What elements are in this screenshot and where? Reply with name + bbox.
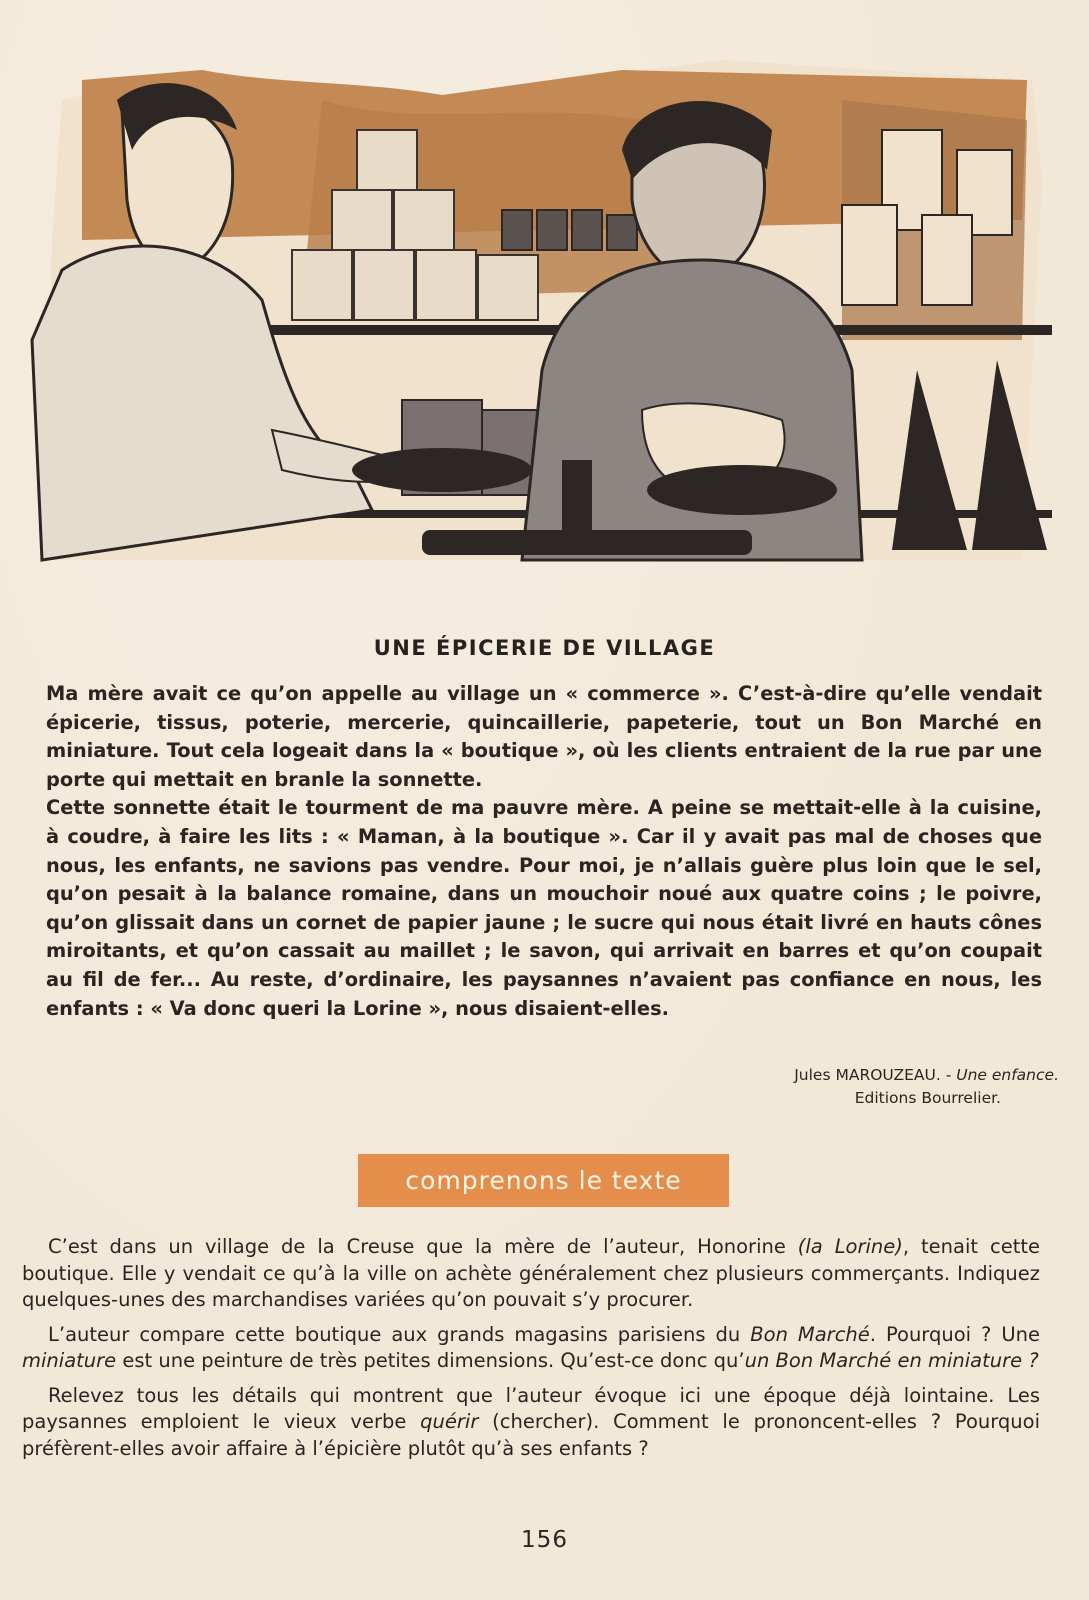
exercise-paragraph xyxy=(22,1322,1040,1375)
credit-publisher: Editions Bourrelier. xyxy=(854,1089,1001,1107)
section-banner-label: comprenons le texte xyxy=(405,1166,682,1195)
italic-term: (la Lorine) xyxy=(797,1235,903,1258)
village-grocery-illustration-icon xyxy=(22,40,1067,580)
main-passage xyxy=(46,680,1042,1023)
page-number: 156 xyxy=(521,1527,568,1553)
italic-term: quérir xyxy=(420,1410,479,1433)
page-title: UNE ÉPICERIE DE VILLAGE xyxy=(373,636,716,660)
section-banner xyxy=(358,1154,729,1207)
source-credit xyxy=(794,1064,1059,1110)
exercise-questions xyxy=(22,1234,1040,1470)
italic-term: Bon Marché xyxy=(750,1322,870,1346)
exercise-text: est une peinture de très petites dimensions. Qu’est-ce donc qu’ xyxy=(116,1349,745,1372)
exercise-paragraph xyxy=(22,1383,1040,1463)
exercise-text: C’est dans un village de la Creuse que la mère de l’auteur, Honorine xyxy=(48,1235,798,1258)
grocery-illustration xyxy=(22,40,1067,580)
credit-author: Jules MAROUZEAU. - xyxy=(794,1066,957,1084)
exercise-text: . Pourquoi ? Une xyxy=(869,1322,1040,1346)
exercise-text: Relevez tous les détails qui montrent que l’auteur évoque ici une époque déjà lointaine. Les paysannes emploient le vieux verbe xyxy=(22,1383,1040,1433)
passage-paragraph: Cette sonnette était le tourment de ma pauvre mère. A peine se mettait-elle à la cuisine, à coudre, à faire les lits : « Maman, à la boutique ». Car il y avait pas mal de choses que nous, les enfants, ne savions pas vendre. Pour moi, je n’allais guère plus loin que le sel, qu’on pesait à la balance romaine, dans un mouchoir noué aux quatre coins ; le poivre, qu’on glissait dans un cornet de papier jaune ; le sucre qui nous était livré en hauts cônes miroitants, et qu’on cassait au maillet ; le savon, qui arrivait en barres et qu’on coupait au fil de fer... Au reste, d’ordinaire, les paysannes n’avaient pas confiance en nous, les enfants : « Va donc queri la Lorine », nous disaient-elles. xyxy=(46,796,1042,1020)
credit-work: Une enfance. xyxy=(956,1066,1059,1084)
exercise-text: , tenait cette boutique. Elle y vendait ce qu’à la ville on achète généralement chez plusieurs commerçants. Indiquez quelques-unes des marchandises variées qu’on pouvait s’y procurer. xyxy=(22,1235,1040,1311)
italic-term: un Bon Marché en miniature ? xyxy=(744,1349,1039,1372)
exercise-paragraph xyxy=(22,1234,1040,1314)
italic-term: miniature xyxy=(22,1349,117,1372)
passage-paragraph: Ma mère avait ce qu’on appelle au village un « commerce ». C’est-à-dire qu’elle vendait épicerie, tissus, poterie, mercerie, quincaillerie, papeterie, tout un Bon Marché en miniature. Tout cela logeait dans la « boutique », où les clients entraient de la rue par une porte qui mettait en branle la sonnette. xyxy=(46,682,1042,791)
exercise-text: (chercher). Comment le prononcent-elles ? Pourquoi préfèrent-elles avoir affaire à l’épicière plutôt qu’à ses enfants ? xyxy=(22,1410,1040,1460)
exercise-text: L’auteur compare cette boutique aux grands magasins parisiens du xyxy=(48,1322,751,1346)
